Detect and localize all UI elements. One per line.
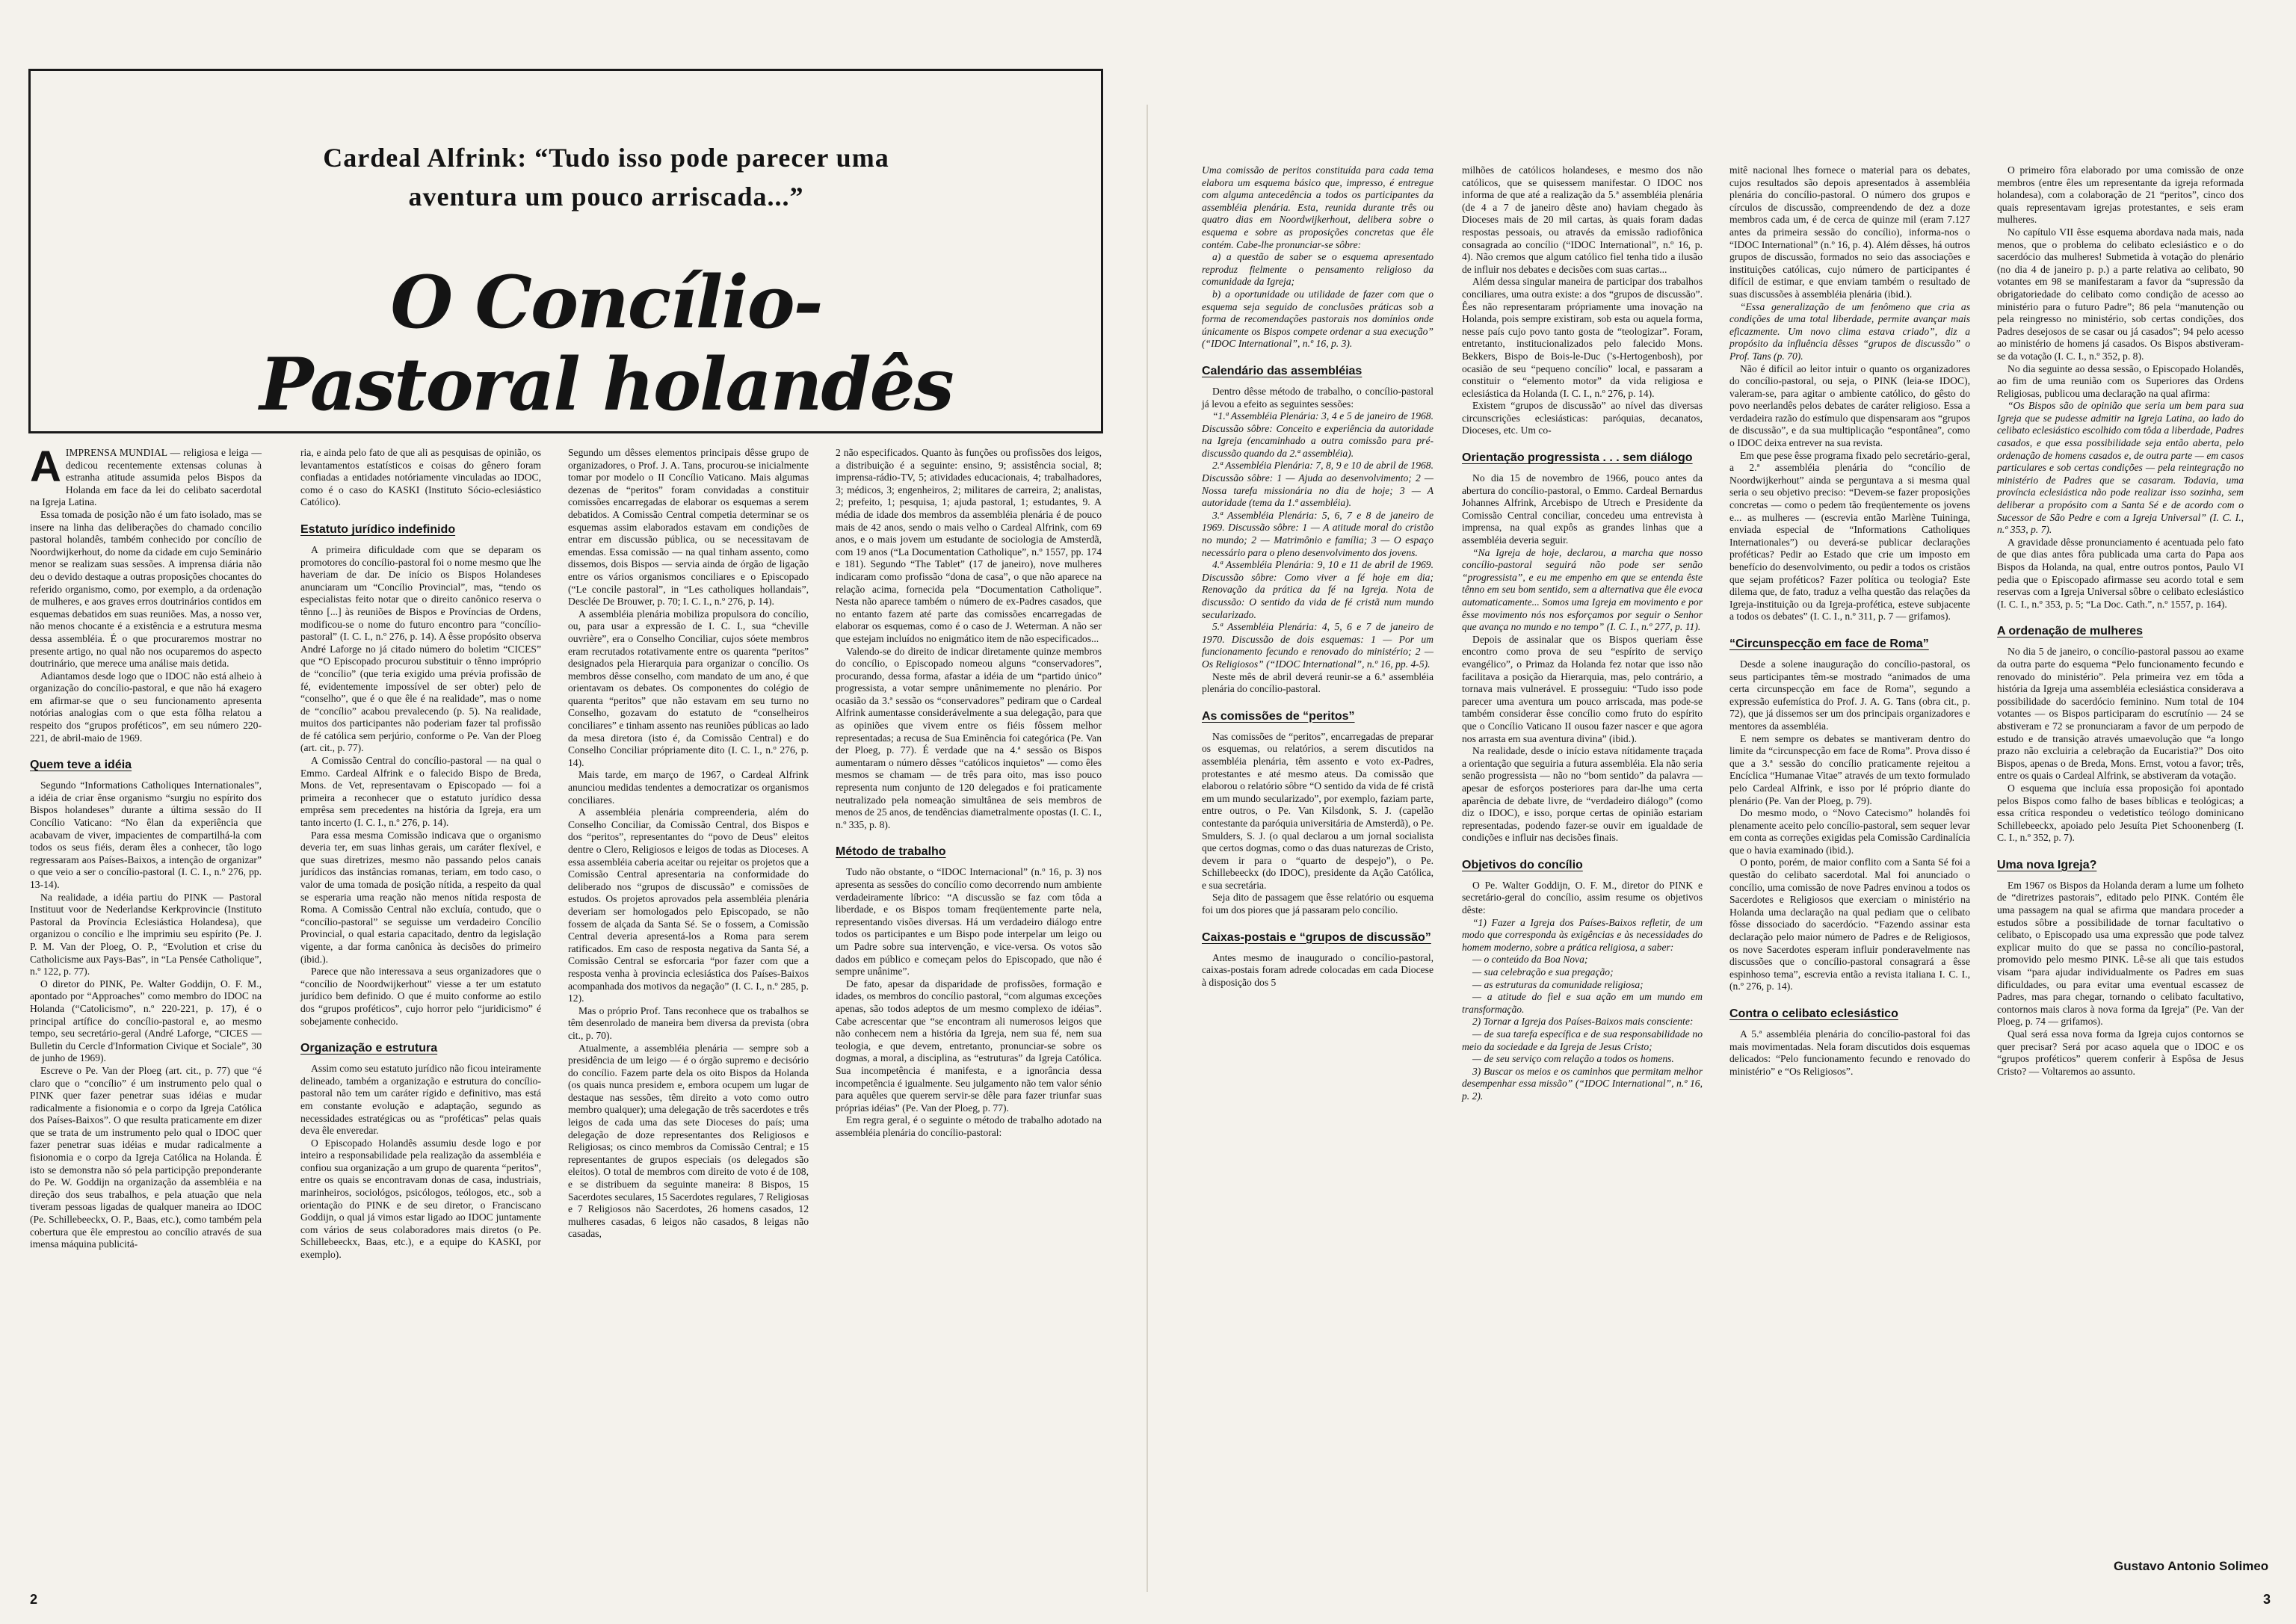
- paragraph: Em regra geral, é o seguinte o método de trabalho adotado na assembléia plenária do concílio-pastoral:: [836, 1114, 1102, 1138]
- column-8: [1997, 164, 2244, 1078]
- paragraph: O Episcopado Holandês assumiu desde logo e por inteiro a responsabilidade pela realização da assembléia e confiou sua organização a um grupo de quarenta “peritos”, entre os quais se encontravam donas de casa, industriais, marinheiros, sociológos, psicólogos, teólogos, etc., sob a orientação do PINK e de seu diretor, o Franciscano Goddijn, o qual já vimos estar ligado ao IDOC juntamente com vários de seus colaboradores mais diretos (o Pe. Schillebeeckx, Baas, etc.), e a equipe do KASKI, por exemplo).: [300, 1137, 541, 1261]
- section-heading: As comissões de “peritos”: [1202, 709, 1355, 723]
- quoted-paragraph: — de seu serviço com relação a todos os homens.: [1472, 1053, 1674, 1065]
- paragraph: ria, e ainda pelo fato de que ali as pesquisas de opinião, os levantamentos estatísticos e coisas do gênero foram confiadas a entidades notóriamente vinculadas ao IDOC, como é o caso do KASKI (Instituto Sócio-eclesiástico Católico).: [300, 447, 541, 508]
- paragraph: A Comissão Central do concílio-pastoral — na qual o Emmo. Cardeal Alfrink e o falecido Bispo de Breda, Mons. de Vet, representavam o Episcopado — foi a primeira a reconhecer que o estatuto jurídico dessa emprêsa sem precedentes na história da Igreja, era um tanto incerto (I. C. I., n.º 276, p. 14).: [300, 755, 541, 829]
- section-heading: Calendário das assembléias: [1202, 364, 1363, 377]
- paragraph: A assembléia plenária mobiliza propulsora do concílio, ou, para usar a expressão de I. C. I., sua “cheville ouvrière”, era o Conselho Conciliar, cujos sóete membros eram recrutados rotativamente entre os quarenta “peritos” designados pela Hierarquia para organizar o concílio. Os membros dêsse conselho, com mandato de um ano, é que orientavam os debates. Os componentes do colégio de quarenta “peritos” que não estavam em seu turno no Conselho, gozavam do estatuto de “conselheiros conciliares” e tinham assento nas reuniões públicas ao lado da mesa diretora (isto é, da Comissão Central) e do Conselho Conciliar própriamente dito (I. C. I., n.º 276, p. 14).: [568, 608, 809, 768]
- quoted-paragraph: 2) Tornar a Igreja dos Países-Baixos mais consciente:: [1472, 1016, 1694, 1028]
- lead-text: IMPRENSA MUNDIAL — religiosa e leiga — dedicou recentemente extensas colunas à estranha atitude assumida pelos Bispos da Holanda em face da lei do celibato sacerdotal na Igreja Latina.: [30, 447, 262, 508]
- page-gutter: [1147, 105, 1148, 1592]
- section-heading: Caixas-postais e “grupos de discussão”: [1202, 930, 1431, 944]
- paragraph: Do mesmo modo, o “Novo Catecismo” holandês foi plenamente aceito pelo concílio-pastoral, sem sequer levar em conta as correções exigidas pela Comissão Cardinalícia que o havia examinado (ibid.).: [1729, 807, 1970, 856]
- paragraph: O diretor do PINK, Pe. Walter Goddijn, O. F. M., apontado por “Approaches” como membro do IDOC na Holanda (“Catolicismo”, n.º 220-221, p. 17), é o principal artífice do concílio-pastoral e, ao mesmo tempo, seu secretário-geral (André Laforge, “CICES — Bulletin du Cercle d'Information Civique et Sociale”, 30 de junho de 1969).: [30, 978, 262, 1064]
- drop-cap: A: [30, 442, 61, 491]
- paragraph: O esquema que incluía essa proposição foi apontado pelos Bispos como falho de bases bíblicas e teológicas; a essa crítica respondeu o vedetistíco teólogo dominicano Schillebeeckx, apoiado pelo Jesuíta Piet Schoonenberg (I. C. I., n.º 352, p. 7).: [1997, 782, 2244, 844]
- column-7: [1729, 164, 1970, 1078]
- right-page: [1149, 0, 2296, 1624]
- paragraph: Segundo “Informations Catholiques Internationales”, a idéia de criar ênse organismo “surgiu no espírito dos Bispos holandeses” durante a última sessão do II Concílio Vaticano: “No êlan da experiência que acabavam de viver, impacientes de compartilhá-la com todos os seus fiéis, deram êles a conhecer, tão logo regressaram aos Países-Baixos, a intenção de organizar” o que veio a ser o concílio-pastoral (I. C. I., n.º 276, pp. 13-14).: [30, 779, 262, 890]
- quoted-paragraph: a) a questão de saber se o esquema apresentado reproduz fielmente o pensamento religioso da comunidade da Igreja;: [1202, 251, 1434, 288]
- paragraph: Depois de assinalar que os Bispos queriam êsse encontro como prova de seu “espírito de serviço evangélico”, o Primaz da Holanda fez notar que isso não facilitava a posição da Hierarquia, mas, pelo contrário, a tornava mais vulnerável. E prosseguiu: “Tudo isso pode parecer uma aventura um pouco arriscada, mas pode-se também considerar êsse concílio como fruto do espírito que o Concílio Vaticano II ousou fazer nascer e que agora nos arrasta em sua aventura divina” (ibid.).: [1462, 633, 1703, 744]
- paragraph: Antes mesmo de inaugurado o concílio-pastoral, caixas-postais foram adrede colocadas em cada Diocese à disposição dos 5: [1202, 951, 1434, 988]
- paragraph: Adiantamos desde logo que o IDOC não está alheio à organização do concílio-pastoral, e que não há exagero em afirmar-se que o seu funcionamento apresenta notórias analogias com o que esta fôlha relatou a respeito dos “grupos proféticos”, em seu número 220-221, de abril-maio de 1969.: [30, 670, 262, 744]
- paragraph: Na realidade, a idéia partiu do PINK — Pastoral Instituut voor de Nederlandse Kerkprovincie (Instituto Pastoral da Província Eclesiástica Holandesa), que organizou o concílio e lhe imprimiu seu espírito (Pe. J. P. M. Van der Ploeg, O. P., “Evolution et crise du Catholicisme aux Pays-Bas”, in “La Pensée Catholique”, n.º 122, p. 77).: [30, 891, 262, 978]
- quoted-paragraph: — o conteúdo da Boa Nova;: [1472, 954, 1588, 966]
- column-4: [836, 447, 1102, 1139]
- paragraph: Na realidade, desde o início estava nítidamente traçada a orientação que seguiria a futura assembléia. Ela não seria senão progressista — não no “bom sentido” da palavra — apesar de esforços posteriores para dar-lhe uma certa aparência de debate livre, de “verdadeiro diálogo” (como diz o IDOC), e isso, porque certas de opinião estariam representadas, podendo fazer-se ouvir em igualdade de condições e influir nas decisões finais.: [1462, 745, 1703, 844]
- section-heading: Quem teve a idéia: [30, 759, 132, 772]
- column-6: [1462, 164, 1703, 1103]
- section-heading: “Circunspecção em face de Roma”: [1729, 637, 1929, 650]
- quoted-paragraph: 4.ª Assembléia Plenária: 9, 10 e 11 de abril de 1969. Discussão sôbre: Como viver a fé hoje em dia; Renovação da prática da fé na Igreja. Nota de discussão: O sentido da vida de fé cristã num mundo secularizado.: [1202, 559, 1434, 620]
- author-signature: Gustavo Antonio Solimeo: [2114, 1559, 2269, 1573]
- paragraph: 2 não especificados. Quanto às funções ou profissões dos leigos, a distribuição é a seguinte: ensino, 9; assistência social, 8; imprensa-rádio-TV, 5; atividades educacionais, 4; trabalhadores, 3; médicos, 3; engenheiros, 2; militares de carreira, 2; analistas, 2; prefeito, 1; pesquisa, 1; ajuda pastoral, 1; estudantes, 9. A média de idade dos membros da assembléia plenária é de pouco mais de 42 anos, sendo o mais velho o Cardeal Alfrink, com 69 anos, e o mais jovem um estudante de sociologia de Amsterdã, com 19 anos (“La Documentation Catholique”, n.º 1557, pp. 174 e 181). Segundo “The Tablet” (17 de janeiro), nove mulheres indicaram como profissão “dona de casa”, o que não aparece na relação acima, fornecida pela “Documentation Catholique”. Nesta não aparece também o número de ex-Padres casados, que no entanto fazem até parte das comissões encarregadas de elaborar os esquemas, como é o caso de J. Weterman. A não ser que estejam incluídos no enigmático item de não especificados...: [836, 447, 1102, 644]
- paragraph: O Pe. Walter Goddijn, O. F. M., diretor do PINK e secretário-geral do concílio, assim resume os objetivos dêste:: [1462, 879, 1703, 916]
- paragraph: Seja dito de passagem que êsse relatório ou esquema foi um dos piores que já passaram pelo concílio.: [1202, 892, 1434, 916]
- section-heading: Método de trabalho: [836, 845, 946, 859]
- paragraph: Neste mês de abril deverá reunir-se a 6.ª assembléia plenária do concílio-pastoral.: [1202, 670, 1434, 695]
- quoted-paragraph: — a atitude do fiel e sua ação em um mundo em transformação.: [1462, 991, 1703, 1015]
- paragraph: No dia 5 de janeiro, o concílio-pastoral passou ao exame da outra parte do esquema “Pelo funcionamento fecundo e renovado do ministério”. Pela primeira vez em tôda a história da Igreja uma assembléia eclesiástica considerava a possibilidade do sacerdócio feminino. Num total de 104 votantes — os Bispos participaram do escrutínio — 24 se abstiveram e 72 se pronunciaram a favor de um perpodo de estudo e de transição através umaevolução que “a longo prazo não excluiria a celebração da Eucaristia?” Dos oito Bispos, apenas o de Breda, Mons. Ernst, votou a favor; três, entre os quais o Cardeal Alfrink, se abstiveram da votação.: [1997, 646, 2244, 782]
- quoted-paragraph: “1.ª Assembléia Plenária: 3, 4 e 5 de janeiro de 1968. Discussão sôbre: Conceito e experiência da autoridade na Igreja (encaminhado a outra comissão para pré-discussão quando da 2.ª assembléia).: [1202, 410, 1434, 459]
- paragraph: No capítulo VII êsse esquema abordava nada mais, nada menos, que o problema do celibato eclesiástico e o do sacerdócio das mulheres! Submetida à votação do plenário (no dia 4 de janeiro p. p.) a parte relativa ao celibato, 90 votantes em 98 se manifestaram a favor da “supressão da obrigatoriedade do celibato como condição de acesso ao ministério para o futuro Padre”; 86 pela “manutenção ou pela reingresso no ministério, sob certas condições, dos Padres desejosos de se casar ou já casados”; 94 pelo acesso ao ministério de homens já casados. Os Bispos abstiveram-se da votação (I. C. I., n.º 352, p. 8).: [1997, 226, 2244, 362]
- page-number-left: 2: [30, 1592, 38, 1607]
- article-title: O Concílio-Pastoral holandês: [259, 260, 953, 427]
- quoted-paragraph: Uma comissão de peritos constituída para cada tema elabora um esquema básico que, impresso, é entregue com alguma antecedência a todos os participantes da assembléia plenária. Esta, reunida durante três ou quatro dias em Noordwijkerhout, delibera sobre o esquema e sobre as proposições concretas que êle contém. Cabe-lhe pronunciar-se sôbre:: [1202, 164, 1434, 250]
- quoted-paragraph: b) a oportunidade ou utilidade de fazer com que o esquema seja seguido de conclusões práticas sob a forma de recomendações pastorais nos domínios onde únicamente os Bispos compete ordenar a sua execução” (“IDOC International”, n.º 16, p. 3).: [1202, 288, 1434, 350]
- paragraph: O primeiro fôra elaborado por uma comissão de onze membros (entre êles um representante da igreja reformada holandesa), com a colaboração de 21 “peritos”, cinco dos quais representavam igrejas protestantes, e seis eram mulheres.: [1997, 164, 2244, 226]
- column-2: [300, 447, 541, 1262]
- lead-paragraph: [30, 442, 262, 509]
- paragraph: Valendo-se do direito de indicar diretamente quinze membros do concílio, o Episcopado nomeou alguns “conservadores”, procurando, dessa forma, afastar a idéia de um “partido único” progressista, a votar sempre unânimemente no plenário. Por ocasião da 3.ª sessão os “conservadores” pediram que o Cardeal Alfrink aumentasse considerávelmente a sua delegação, para que as opiniões que vivem entre os fiéis fôssem melhor representadas; a recusa de Sua Eminência foi categórica (Pe. Van der Ploeg, p. 77). É verdade que na 4.ª sessão os Bispos aumentaram o número dêsses “católicos inquietos” — como êles mesmos se chamam — de três para oito, mas isso pouco representa num conjunto de 120 delegados e foi praticamente neutralizado pela nomeação simultânea de seis membros de menos de 25 anos, de tendências diametralmente opostas (I. C. I., n.º 335, p. 8).: [836, 645, 1102, 830]
- quoted-paragraph: — sua celebração e sua pregação;: [1472, 966, 1614, 978]
- paragraph: Desde a solene inauguração do concílio-pastoral, os seus participantes têm-se mostrado “animados de uma certa circunspecção em face de Roma”, segundo a expressão eufemística do Prof. J. A. G. Tans (obra cit., p. 72), que já dissemos ser um dos principais organizadores e mentores da assembléia.: [1729, 658, 1970, 732]
- paragraph: Em 1967 os Bispos da Holanda deram a lume um folheto de “diretrizes pastorais”, editado pelo PINK. Contém êle uma passagem na qual se afirma que mandara proceder a estudos sôbre a possibilidade de tornar facultativo o celibato, o Episcopado usa uma expressão que pode talvez explicar muito do que se passa no concílio-pastoral, promovido pelo mesmo PINK. Lê-se ali que tais estudos visam “para ajudar individualmente os Padres em suas dificuldades, ou para evitar uma eventual escassez de Padres, mas para chegar, tornando o celibato facultativo, contornos mais claros à nova forma da Igreja” (Pe. Van der Ploeg, p. 74 — grifamos).: [1997, 879, 2244, 1028]
- paragraph: Para essa mesma Comissão indicava que o organismo deveria ter, em suas linhas gerais, um caráter flexível, e que suas diretrizes, mesmo não passando pelos canais jurídicos das instâncias romanas, teriam, em todo caso, o valor de uma tomada de posição nítida, a respeito da qual se esperaria uma reação não menos nítida resposta de Roma. A Comissão Central não excluía, contudo, que o “concílio-pastoral” se seguisse um verdadeiro Concílio Provincial, o qual estaria capacitado, dentro da legislação vigente, a dar forma canônica às decisões do primeiro (ibid.).: [300, 829, 541, 965]
- paragraph: Atualmente, a assembléia plenária — sempre sob a presidência de um leigo — é o órgão supremo e decisório do concílio. Fazem parte dela os oito Bispos da Holanda (os quais nunca presidem e, embora ocupem um lugar de destaque nas sessões, têm direito a voto como outro membro qualquer); uma delegação de três sacerdotes e três leigos de cada uma das sete Dioceses do país; uma delegação de doze representantes dos Religiosos e Religiosas; os cinco membros da Comissão Central; e 15 representantes de grupos especiais (os delegados são eleitos). O total de membros com direito de voto é de 108, e se distribuem da seguinte maneira: 8 Bispos, 15 Sacerdotes seculares, 15 Sacerdotes regulares, 7 Religiosas e 7 Religiosos não Sacerdotes, 26 homens casados, 12 mulheres casadas, 6 leigos não casados, 8 leigas não casadas,: [568, 1042, 809, 1240]
- section-heading: A ordenação de mulheres: [1997, 625, 2144, 638]
- paragraph: Existem “grupos de discussão” ao nível das diversas circunscrições eclesiásticas: paróquias, decanatos, Dioceses, etc. Um co-: [1462, 400, 1703, 436]
- paragraph: A assembléia plenária compreenderia, além do Conselho Conciliar, da Comissão Central, dos Bispos e dos “peritos”, representantes do “povo de Deus” eleitos dentre o Clero, Religiosos e leigos de todas as Dioceses. A essa assembléia caberia aceitar ou rejeitar os projetos que a Comissão Central apresentaria na conformidade do deliberado nos “grupos de discussão” e comissões de estudos. Os projetos aprovados pela assembléia plenária deveriam ser homologados pelo Episcopado, se não fossem de alçada da Santa Sé. Se o fossem, a Comissão Central deveria apresentá-los a Roma para serem ratificados. Em caso de resposta negativa da Santa Sé, a Comissão Central se esforcaria “por fazer com que a resposta venha à provincia eclesiástica dos Países-Baixos acompanhada dos motivos da negação” (I. C. I., n.º 285, p. 12).: [568, 806, 809, 1004]
- paragraph: Não é difícil ao leitor intuir o quanto os organizadores do concílio-pastoral, ou seja, o PINK (leia-se IDOC), valeram-se, para agitar o ambiente católico, do gêsto do povo neerlandês pelos debates de caráter religioso. Essa a verdadeira razão do estímulo que dispensaram aos “grupos de discussão”, e da sua multiplicação “espontânea”, como o IDOC deixa entrever na sua revista.: [1729, 362, 1970, 449]
- quoted-paragraph: 5.ª Assembléia Plenária: 4, 5, 6 e 7 de janeiro de 1970. Discussão de dois esquemas: 1 — Por um funcionamento fecundo e renovado do ministério; 2 — Os Religiosos” (“IDOC International”, n.º 16, pp. 4-5).: [1202, 621, 1434, 670]
- paragraph: mitê nacional lhes fornece o material para os debates, cujos resultados são depois apresentados à assembléia plenária do concílio-pastoral. O número dos grupos e círculos de discussão, compreendendo de dez a doze membros cada um, é de cerca de quinze mil (eram 7.127 antes da primeira sessão do concílio), informa-nos o “IDOC International” (n.º 16, p. 4). Além dêsses, há outros grupos de discussão, formados no seio das associações e instituições católicas, cujo número de participantes é difícil de estimar, e que enviam também o resultado de suas discussões à assembléia plenária (ibid.).: [1729, 164, 1970, 300]
- headline-box: [28, 69, 1103, 433]
- paragraph: E nem sempre os debates se mantiveram dentro do limite da “circunspecção em face de Roma”. Prova disso é que a 3.ª sessão do concílio praticamente rejeitou a Encíclica “Humanae Vitae” através de um texto formulado pelo Cardeal Alfrink, e isso por lé próprio diante do plenário (Pe. Van der Ploeg, p. 79).: [1729, 732, 1970, 806]
- paragraph: milhões de católicos holandeses, e mesmo dos não católicos, que se quisessem manifestar. O IDOC nos informa de que até a realização da 5.ª assembléia plenária (de 4 a 7 de janeiro dêste ano) haviam chegado às Dioceses mais de 20 mil cartas, às quais foram dadas respostas pessoais, ou através da emissão radiofônica consagrada ao concílio (“IDOC International”, n.º 16, p. 4). Não cremos que algum católico fiel tenha tido a ilusão de influir nos debates e decisões com suas cartas...: [1462, 164, 1703, 275]
- paragraph: Em que pese êsse programa fixado pelo secretário-geral, a 2.ª assembléia plenária do “concílio de Noordwijkerhout” ainda se perguntava a si mesma qual seria o seu objetivo preciso: “Devem-se fazer proposições concretas — como o pedem tão freqüentemente os jovens e... as mulheres — (escrevia então Marlène Tuininga, enviada especial de “Informations Catholiques Internationales”) ou deverá-se publicar declarações proféticas? Pedir ao Estado que crie um imposto em benefício do desenvolvimento, ou pedir a todos os cristãos que sejam proféticos? Fazer política ou teologia? Este dilema que, de fato, traduz a velha questão das relações da Igreja-instituição ou da Igreja-profética, esteve subjacente a todos os debates” (I. C. I., n.º 311, p. 7 — grifamos).: [1729, 449, 1970, 623]
- section-heading: Objetivos do concílio: [1462, 858, 1583, 871]
- paragraph: Parece que não interessava a seus organizadores que o “concílio de Noordwijkerhout” viesse a ter um estatuto jurídico bem definido. O que é muito conforme ao estilo dos “grupos proféticos”, cujo horror pelo “juridicismo” é sobejamente conhecido.: [300, 966, 541, 1027]
- article-kicker: Cardeal Alfrink: “Tudo isso pode parecer uma aventura um pouco arriscada...”: [323, 143, 889, 212]
- paragraph: De fato, apesar da disparidade de profissões, formação e idades, os membros do concílio pastoral, “com algumas exceções apenas, são todos adeptos de um mesmo complexo de idéias”. Cabe acrescentar que “se encontram ali numerosos leigos que não conhecem nem a história da Igreja, nem sua fé, nem sua teologia, e que devem, entretanto, pronunciar-se sobre os dogmas, a moral, a disciplina, as “estruturas” da Igreja Católica. Sua incompetência é manifesta, e a ignorância dessa incompetência é igualmente. Seu julgamento não tem valor sénio para aquêles que querem servir-se dêle para fazer triunfar suas próprias idéias” (Pe. Van der Ploeg, p. 77).: [836, 978, 1102, 1114]
- paragraph: Mas o próprio Prof. Tans reconhece que os trabalhos se têm desenrolado de maneira bem diversa da prevista (obra cit., p. 70).: [568, 1004, 809, 1041]
- quoted-paragraph: “Na Igreja de hoje, declarou, a marcha que nosso concílio-pastoral seguirá não pode ser senão “progressista”, e eu me empenho em que se entenda êste tênno em seu bom sentido, sem a alternativa que êle evoca automaticamente... Somos uma Igreja em movimento e por êsse movimento nós nos esforçamos por seguir o Senhor que avança no mundo e no tempo” (I. C. I., n.º 277, p. 11).: [1462, 546, 1703, 633]
- paragraph: Assim como seu estatuto jurídico não ficou inteiramente delineado, também a organização e estrutura do concílio-pastoral não tem um caráter rígido e definitivo, mas está em constante evolução e adaptação, segundo as necessidades estratégicas ou as “proféticas” pelas quais deva êle enveredar.: [300, 1063, 541, 1137]
- paragraph: Segundo um dêsses elementos principais dêsse grupo de organizadores, o Prof. J. A. Tans, procurou-se inicialmente tomar por modelo o II Concílio Vaticano. Mais algumas dezenas de “peritos” foram convidadas a constituir comissões encarregadas de elaborar os esquemas a serem debatidos. A Comissão Central competia determinar se os esquemas assim elaborados estavam em condições de entrar em discussão pública, ou se necessitavam de emendas. Essa comissão — na qual tinham assento, como dissemos, dois Bispos — servia ainda de órgão de ligação entre os vários organismos conciliares e o Episcopado (“Le concile pastoral”, in “Les catholiques hollandais”, Desclée De Brouwer, p. 70; I. C. I., n.º 276, p. 14).: [568, 447, 809, 608]
- section-heading: Orientação progressista . . . sem diálogo: [1462, 451, 1693, 465]
- paragraph: Além dessa singular maneira de participar dos trabalhos conciliares, uma outra existe: a dos “grupos de discussão”. Êes não representaram própriamente uma inovação na Holanda, pois sempre existiram, sob esta ou aquela forma, nesse país cujo povo tanto gosta de “teologizar”. Foram, entretanto, institucionalizados pelo falecido Mons. Bekkers, Bispo de Bois-le-Duc ('s-Hertogenbosh), por ocasião de seu “pequeno concílio” local, e passaram a constituir o “elemento motor” da vida religiosa e eclesiástica da Holanda (I. C. I., n.º 276, p. 14).: [1462, 276, 1703, 399]
- quoted-paragraph: “Os Bispos são de opinião que seria um bem para sua Igreja que se pudesse admitir na Igreja Latina, ao lado do celibato eclesiástico escolhido com tôda a liberdade, Padres casados, e que essa possibilidade seja então aberta, pelo ordenação de homens casados e, de outra parte — em casos particulares e sob certas condições — pela reintegração no ministério de Padres que se casaram. Todavia, uma província eclesiástica não pode realizar isso sozinha, sem deliberar a propósito com a Santa Sé e de acordo com o Sucessor de São Pedre e com a Igreja Universal” (I. C. I., n.º 353, p. 7).: [1997, 400, 2244, 536]
- paragraph: A gravidade dêsse pronunciamento é acentuada pelo fato de que dias antes fôra publicada uma carta do Papa aos Bispos da Holanda, na qual, entre outros pontos, Paulo VI pedia que o Episcopado afirmasse seu acordo total e sem reservas com a Igreja Universal sôbre o celibato eclesiástico (I. C. I., n.º 353, p. 5; “La Doc. Cath.”, n.º 1557, p. 164).: [1997, 536, 2244, 610]
- paragraph: Essa tomada de posição não é um fato isolado, mas se insere na linha das deliberações do chamado concilio pastoral holandês, também conhecido por concílio de Noordwijkerhout, do nome da cidade em cujo Seminário menor se realizam suas sessões. A imprensa diária não deu o devido destaque a outras proposições chocantes do referido organismo, como, por exemplo, a da ordenação de mulheres, e aos graves erros doutrinários contidos em esquemas debatidos em suas reuniões. Mas, a nosso ver, não menos chocante é a existência e a estrutura mesma dessa assembléia. É o que procuraremos mostrar no presente artigo, no qual não nos ocuparemos do aspecto doutrinário, que merece uma análise mais detida.: [30, 508, 262, 670]
- paragraph: Mais tarde, em março de 1967, o Cardeal Alfrink anunciou medidas tendentes a democratizar os organismos conciliares.: [568, 769, 809, 806]
- quoted-paragraph: 2.ª Assembléia Plenária: 7, 8, 9 e 10 de abril de 1968. Discussão sôbre: 1 — Ajuda ao desenvolvimento; 2 — Nossa tarefa missionária no dia de hoje; 3 — A autoridade (tema da 1.ª assembléia).: [1202, 460, 1434, 509]
- quoted-paragraph: “Essa generalização de um fenômeno que cria as condições de uma total liberdade, permite avançar mais eficazmente. Um novo clima estava criado”, diz a propósito da influência dêsses “grupos de discussão” o Prof. Tans (p. 70).: [1729, 300, 1970, 362]
- column-3: [568, 447, 809, 1241]
- paragraph: Tudo não obstante, o “IDOC Internacional” (n.º 16, p. 3) nos apresenta as sessões do concílio como decorrendo num ambiente verdadeiramente líbrico: “A discussão se faz com tôda a liberdade, e os Bispos tomam freqüentemente parte nela, representando visões diversas. Há um verdadeiro diálogo entre todos os participantes e um Bispo pode interpelar um leigo ou um Padre sobre sua intervenção, e vice-versa. Os votos são dados em público e começam pelos do Episcopado, que não é sempre unânime”.: [836, 866, 1102, 978]
- paragraph: Qual será essa nova forma da Igreja cujos contornos se quer precisar? Será por acaso aquela que o IDOC e os “grupos proféticos” querem conferir à Espôsa de Jesus Cristo? — Voltaremos ao assunto.: [1997, 1028, 2244, 1077]
- paragraph: Escreve o Pe. Van der Ploeg (art. cit., p. 77) que “é claro que o “concílio” é um instrumento pelo qual o PINK quer fazer penetrar suas idéias e mudar radicalmente a fisionomia e o corpo da Igreja Católica dos Países-Baixos”. O que resulta praticamente em dizer que se trata de um instrumento pelo qual o IDOC quer fazer penetrar suas idéias e mudar radicalmente a fisionomia e o corpo da Igreja Católica na Holanda. É isto se demonstra não só pela participção preponderante do Pe. W. Goddijn na organização da assembléia e na direção dos seus trabalhos, e pela atuação que nela tiveram pessoas ligadas de qualquer maneira ao IDOC (Pe. Schillebeeckx, O. P., Baas, etc.), como também pela cobertura que êle emprestou ao concílio através de sua imensa máquina publicitá-: [30, 1064, 262, 1250]
- column-5: [1202, 164, 1434, 989]
- quoted-paragraph: “1) Fazer a Igreja dos Países-Baixos refletir, de um modo que corresponda às exigências e às necessidades do homem moderno, sobre a prática religiosa, a saber:: [1462, 916, 1703, 953]
- quoted-paragraph: — as estruturas da comunidade religiosa;: [1472, 978, 1644, 990]
- quoted-paragraph: 3.ª Assembléia Plenária: 5, 6, 7 e 8 de janeiro de 1969. Discussão sôbre: 1 — A atitude moral do cristão no mundo; 2 — Matrimônio e família; 3 — O espaço necessário para o pleno desenvolvimento dos jovens.: [1202, 509, 1434, 558]
- page-number-right: 3: [2263, 1592, 2271, 1607]
- paragraph: A 5.ª assembléia plenária do concílio-pastoral foi das mais movimentadas. Nela foram discutidos dois esquemas delicados: “Pelo funcionamento fecundo e renovado do ministério” e “Os Religiosos”.: [1729, 1028, 1970, 1077]
- section-heading: Organização e estrutura: [300, 1042, 438, 1055]
- paragraph: A primeira dificuldade com que se deparam os promotores do concílio-pastoral foi o nome mesmo que lhe haveriam de dar. De início os Bispos Holandeses anunciaram um “Concílio Provincial”, mas, “tendo os especialistas feito notar que o direito canônico reserva o tênno [...] às reuniões de Bispos e Províncias de Ordens, modificou-se o nome do futuro encontro para “concílio-pastoral” (I. C. I., n.º 276, p. 14). A êsse propósito observa André Laforge no já citado número do boletim “CICES” que “O Episcopado procurou substituir o tênno impróprio de “concílio” (que teria exigido uma prévia profissão de fé, evidentemente impossível de ser obter) pelo de “conselho”, que é o que êle é na realidade”, mas o nome de “concílio” acabou prevalecendo (p. 5). Na realidade, muitos dos participantes não poderiam fazer tal profissão de fé católica sem perjúrio, conforme o Pe. Van der Ploeg (art. cit., p. 77).: [300, 543, 541, 754]
- quoted-paragraph: — de sua tarefa específica e de sua responsabilidade no meio da sociedade e da Igreja de Jesus Cristo;: [1462, 1028, 1703, 1052]
- quoted-paragraph: 3) Buscar os meios e os caminhos que permitam melhor desempenhar essa missão” (“IDOC International”, n.º 16, p. 2).: [1462, 1065, 1703, 1102]
- paragraph: O ponto, porém, de maior conflito com a Santa Sé foi a questão do celibato sacerdotal. Mal foi anunciado o concílio, uma comissão de nove Padres envinou a todos os Sacerdotes e Religiosos que exerciam o ministério na Holanda uma declaração na qual pediam que o celibato fôsse dissociado do sacerdócio. “Fazendo assinar esta declaração pelo maior número de Padres e de Religiosos, os nove Sacerdotes esperam influir ponderavelmente nas discussões que o concílio-pastoral consagrará a êsse espinhoso tema”, escrevia então a revista italiana I. C. I., (n.º 276, p. 14).: [1729, 856, 1970, 992]
- section-heading: Contra o celibato eclesiástico: [1729, 1007, 1898, 1020]
- paragraph: No dia seguinte ao dessa sessão, o Episcopado Holandês, ao fim de uma reunião com os Superiores das Ordens Religiosas, publicou uma declaração na qual afirma:: [1997, 362, 2244, 399]
- paragraph: Dentro dêsse método de trabalho, o concílio-pastoral já levou a efeito as seguintes sessões:: [1202, 385, 1434, 410]
- section-heading: Estatuto jurídico indefinido: [300, 522, 456, 536]
- left-page: [0, 0, 1147, 1624]
- section-heading: Uma nova Igreja?: [1997, 858, 2097, 871]
- paragraph: Nas comissões de “peritos”, encarregadas de preparar os esquemas, ou relatórios, a serem discutidos na assembléia plenária, têm assento e voto ex-Padres, protestantes e até mesmo ateus. Da comissão que elaborou o relatório sôbre “O sentido da vida de fé cristã em um mundo secularizado”, por exemplo, faziam parte, entre outros, o Pe. Van Kilsdonk, S. J. (capelão contestante da paróquia universitária de Amsterdã), o Pe. Smulders, S. J. (o qual declarou a um jornal socialista que certos dogmas, como o das duas naturezas de Cristo, devem ir para o “quarto de despejo”), o Pe. Schillebeeckx (do IDOC), presidente da Ação Católica, e sua secretária.: [1202, 730, 1434, 891]
- column-1: [30, 442, 262, 1251]
- paragraph: No dia 15 de novembro de 1966, pouco antes da abertura do concílio-pastoral, o Emmo. Cardeal Bernardus Johannes Alfrink, Arcebispo de Utrech e Presidente da Comissão Central conciliar, concedeu uma entrevista à imprensa, na qual expôs as grandes linhas que a assembléia deveria seguir.: [1462, 472, 1703, 546]
